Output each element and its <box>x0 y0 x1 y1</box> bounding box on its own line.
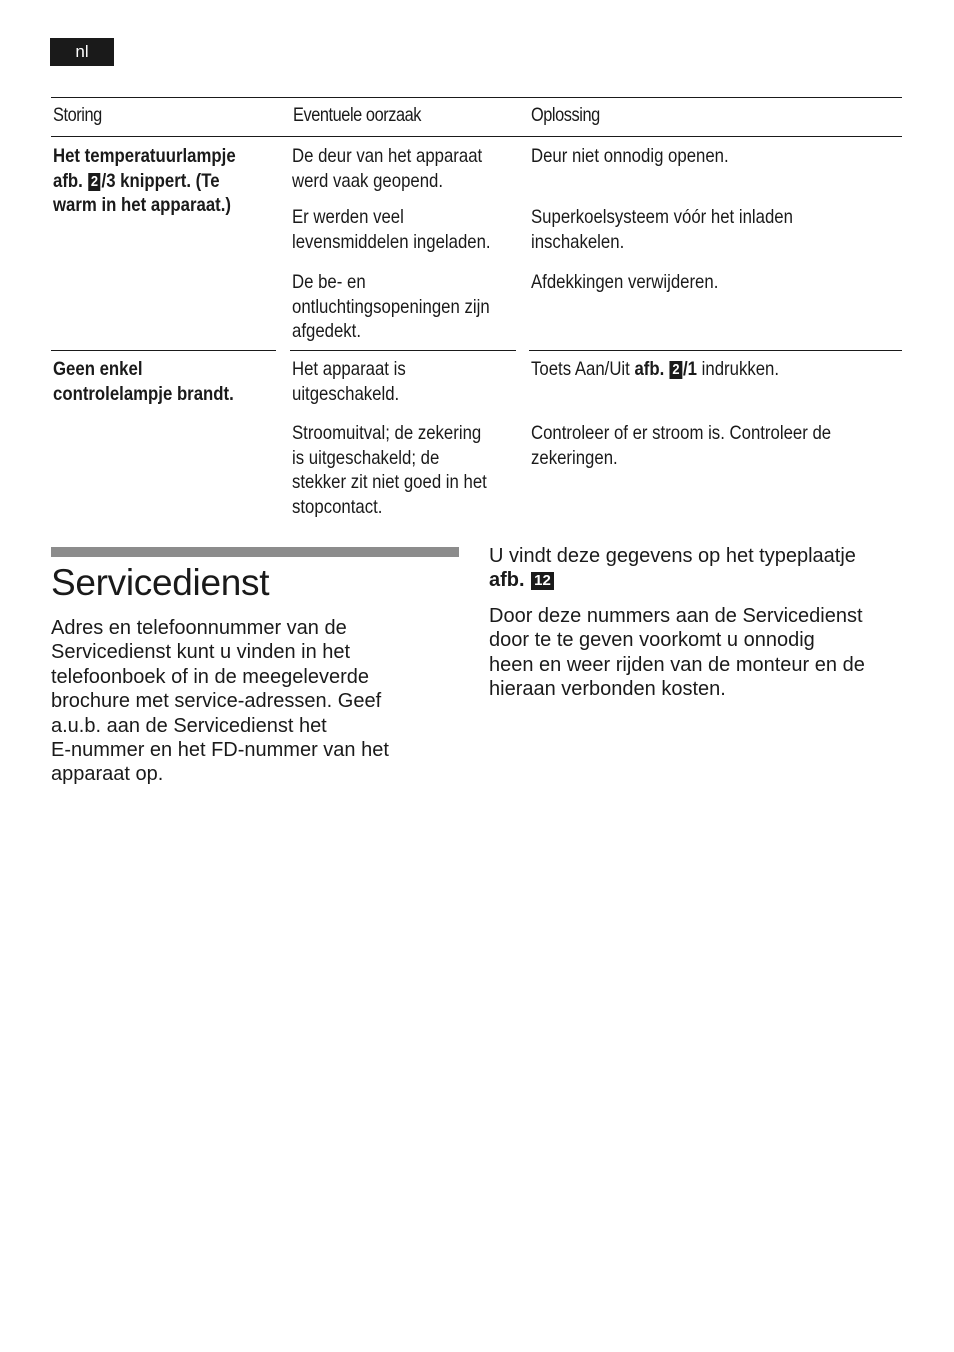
paragraph-line: brochure met service-adressen. Geef <box>51 690 382 713</box>
language-badge: nl <box>50 38 114 66</box>
solution-line: Deur niet onnodig openen. <box>531 145 729 167</box>
service-right-paragraph-1 <box>489 544 856 593</box>
cause-line: De deur van het apparaat <box>292 145 483 167</box>
afb-label: afb. <box>634 358 665 380</box>
figure-ref: 2 <box>88 173 100 191</box>
row1-storing-line: Het temperatuurlampje <box>53 145 236 167</box>
paragraph-line: Door deze nummers aan de Servicedienst <box>489 605 863 627</box>
paragraph-line: telefoonboek of in de meegeleverde <box>51 665 370 688</box>
row1-solution-3 <box>531 270 718 295</box>
header-storing: Storing <box>53 105 102 126</box>
cause-line: is uitgeschakeld; de <box>292 446 440 469</box>
row-separator <box>529 350 902 351</box>
cause-line: De be- en <box>292 271 366 293</box>
row2-cause-2 <box>292 421 487 519</box>
row2-storing <box>53 357 234 406</box>
row1-cause-1 <box>292 144 482 193</box>
row1-storing <box>53 144 236 218</box>
cause-line: Er werden veel <box>292 206 404 228</box>
solution-line: Controleer of er stroom is. Controleer de <box>531 422 832 444</box>
row1-storing-text: /3 knippert. (Te <box>101 169 220 192</box>
figure-ref: 12 <box>531 572 554 590</box>
cause-line: stekker zit niet goed in het <box>292 471 487 493</box>
figure-suffix: /1 <box>683 358 698 380</box>
cause-line: uitgeschakeld. <box>292 382 400 405</box>
cause-line: afgedekt. <box>292 320 362 342</box>
row2-cause-1 <box>292 357 406 406</box>
afb-label: afb. <box>53 169 83 192</box>
row2-solution-1 <box>531 357 779 382</box>
cause-line: Stroomuitval; de zekering <box>292 422 482 444</box>
header-oplossing: Oplossing <box>531 105 600 126</box>
paragraph-line: U vindt deze gegevens op het typeplaatje <box>489 545 856 567</box>
service-left-paragraph <box>51 616 389 787</box>
row1-storing-line: warm in het apparaat.) <box>53 194 231 216</box>
cause-line: levensmiddelen ingeladen. <box>292 230 491 253</box>
solution-line: inschakelen. <box>531 230 625 253</box>
row1-solution-1 <box>531 144 729 169</box>
figure-ref: 2 <box>670 361 682 379</box>
paragraph-line: E-nummer en het FD-nummer van het <box>51 739 389 762</box>
paragraph-line: apparaat op. <box>51 763 164 786</box>
paragraph-line: door te te geven voorkomt u onnodig <box>489 629 815 652</box>
cause-line: Het apparaat is <box>292 358 406 380</box>
solution-text: indrukken. <box>697 358 780 380</box>
solution-line: zekeringen. <box>531 446 618 469</box>
row-separator <box>51 350 276 351</box>
row1-solution-2 <box>531 205 793 254</box>
paragraph-line: hieraan verbonden kosten. <box>489 678 726 701</box>
table-header-rule <box>51 136 902 137</box>
row1-storing-line <box>53 169 236 194</box>
row-separator <box>290 350 516 351</box>
cause-line: werd vaak geopend. <box>292 169 444 192</box>
paragraph-line: Adres en telefoonnummer van de <box>51 617 347 639</box>
paragraph-line: Servicedienst kunt u vinden in het <box>51 641 351 664</box>
cause-line: ontluchtingsopeningen zijn <box>292 295 490 318</box>
section-title: Servicedienst <box>51 562 270 603</box>
paragraph-line: heen en weer rijden van de monteur en de <box>489 653 865 676</box>
solution-text: Toets Aan/Uit <box>531 358 635 380</box>
row2-storing-line: controlelampje brandt. <box>53 382 234 405</box>
row2-solution-2 <box>531 421 831 470</box>
paragraph-line: a.u.b. aan de Servicedienst het <box>51 714 327 737</box>
solution-line: Superkoelsysteem vóór het inladen <box>531 206 793 228</box>
afb-label: afb. <box>489 569 525 592</box>
section-bar <box>51 547 459 557</box>
solution-line: Afdekkingen verwijderen. <box>531 271 719 293</box>
cause-line: stopcontact. <box>292 495 383 518</box>
row2-storing-line: Geen enkel <box>53 358 143 380</box>
row1-cause-3 <box>292 270 490 344</box>
row1-cause-2 <box>292 205 491 254</box>
header-oorzaak: Eventuele oorzaak <box>293 105 422 126</box>
service-right-paragraph-2 <box>489 604 865 702</box>
table-top-rule <box>51 97 902 98</box>
